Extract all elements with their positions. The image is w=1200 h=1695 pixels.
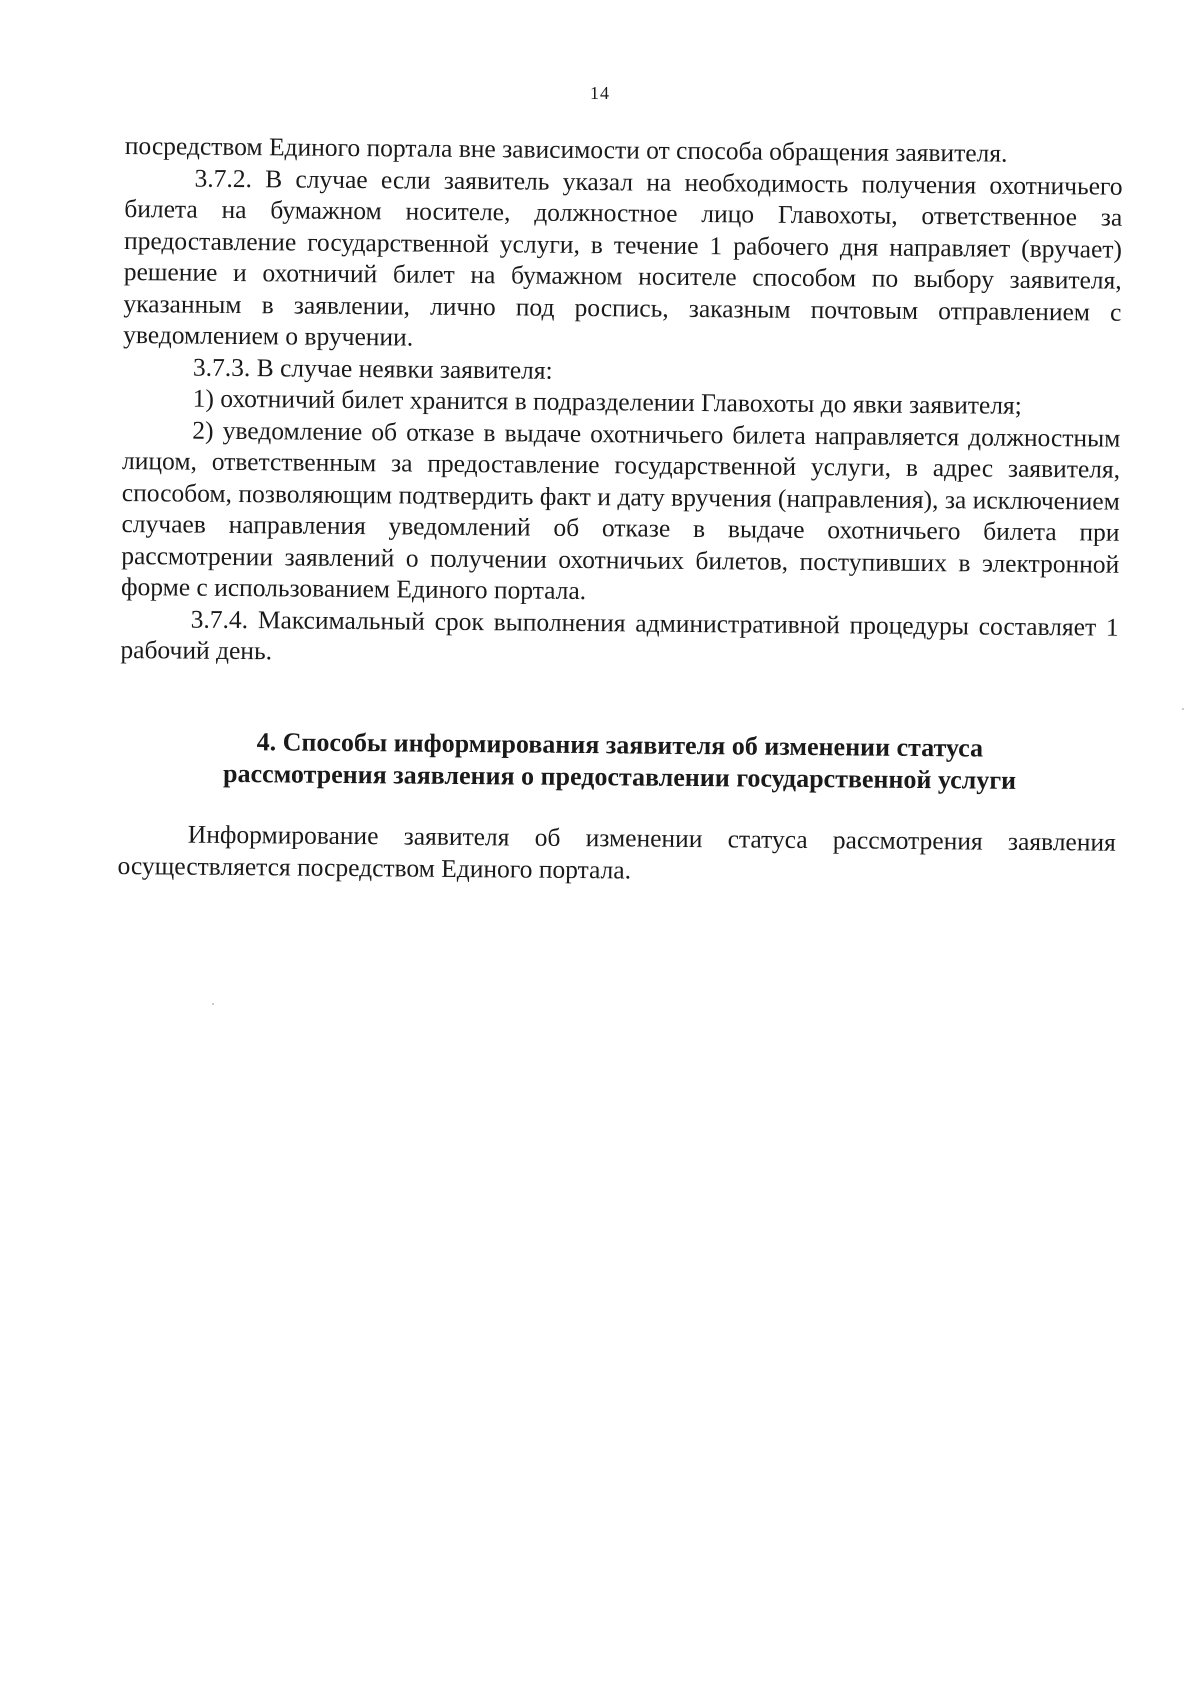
paragraph-3-7-3: 3.7.3. В случае неявки заявителя: — [192, 352, 553, 385]
section-heading-line-1: 4. Способы информирования заявителя об изменении статуса — [256, 727, 984, 763]
paragraph-item-2: 2) уведомление об отказе в выдаче охотничьего билета направляется должностным лицом, ответственным за предоставление государственной услуги, в адрес заявителя, способом, позволяющим подтвердить факт и дату вручения (направления), за исключением случаев направления уведомлений об отказе в выдаче охотничьего билета при рассмотрении заявлений о получении охотничьих билетов, поступивших в электронной форме с использованием Единого портала. — [120, 415, 1121, 606]
paragraph-continuation: посредством Единого портала вне зависимости от способа обращения заявителя. — [124, 130, 1008, 168]
closing-paragraph: Информирование заявителя об изменении статуса рассмотрения заявления осуществляется посредством Единого портала. — [117, 819, 1116, 884]
body-text — [120, 130, 1123, 674]
scan-speck — [212, 1003, 214, 1005]
section-heading — [119, 725, 1120, 798]
closing-text — [117, 818, 1116, 890]
scan-speck — [1182, 708, 1184, 710]
paragraph-3-7-2: 3.7.2. В случае если заявитель указал на необходимость получения охотничьего билета на бумажном носителе, должностное лицо Главохоты, ответственное за предоставление государственной услуги, в течение 1 рабочего дня направляет (вручает) решение и охотничий билет на бумажном носителе способом по выбору заявителя, указанным в заявлении, лично под роспись, заказным почтовым отправлением с уведомлением о вручении. — [123, 163, 1123, 352]
paragraph-item-1: 1) охотничий билет хранится в подразделении Главохоты до явки заявителя; — [192, 383, 1022, 420]
paragraph-3-7-4: 3.7.4. Максимальный срок выполнения административной процедуры составляет 1 рабочий день. — [120, 604, 1119, 666]
section-heading-line-2: рассмотрения заявления о предоставлении государственной услуги — [222, 758, 1017, 795]
page-number: 14 — [590, 83, 610, 103]
